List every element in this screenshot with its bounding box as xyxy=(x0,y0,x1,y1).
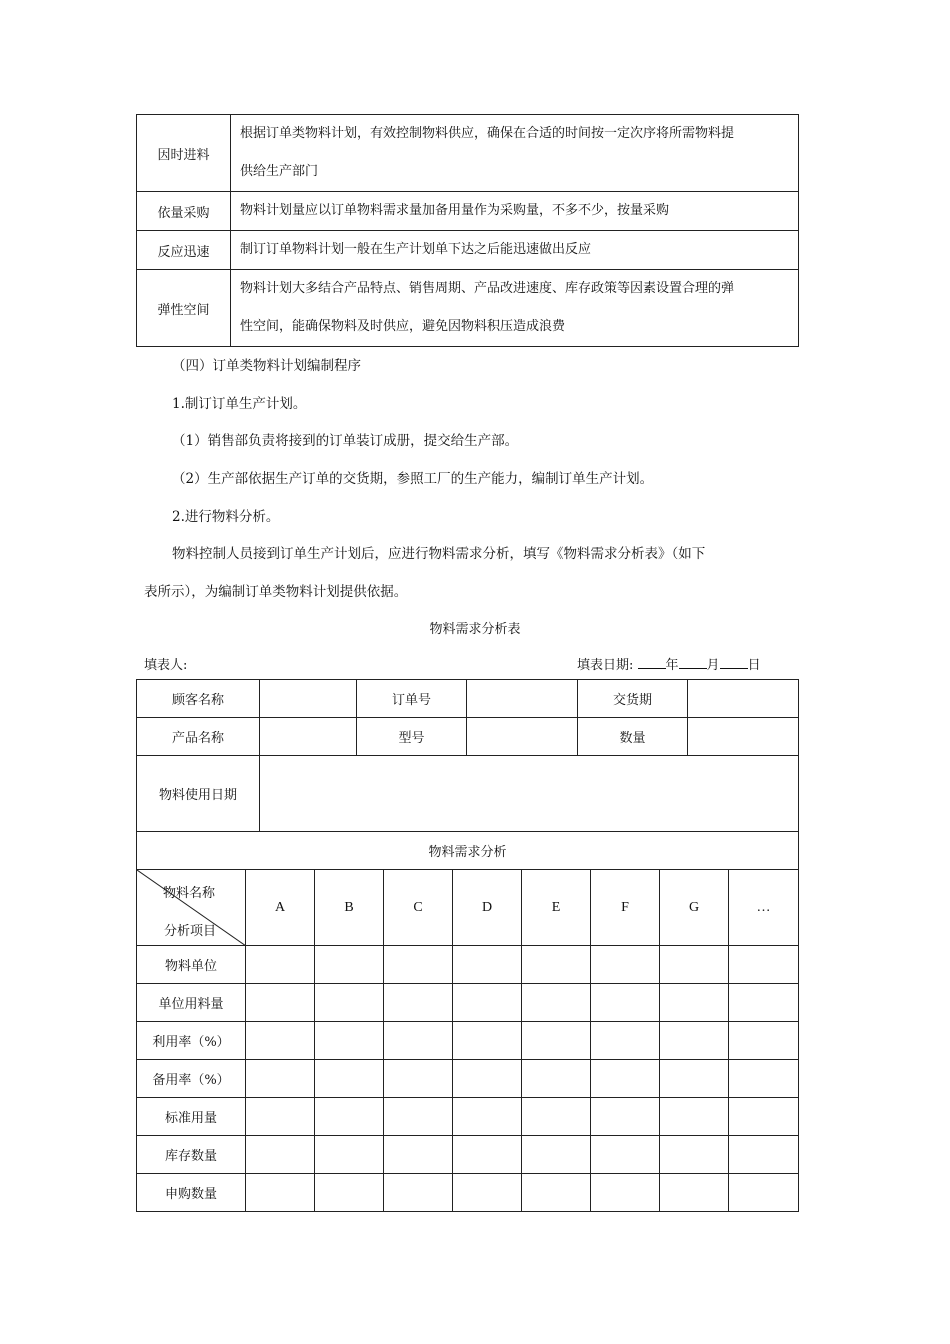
column-header: A xyxy=(246,870,315,946)
customer-name-cell[interactable] xyxy=(260,680,357,718)
diag-top-label: 物料名称 xyxy=(163,886,216,901)
analysis-cell[interactable] xyxy=(453,946,522,984)
analysis-cell[interactable] xyxy=(453,984,522,1022)
table-row xyxy=(137,718,799,756)
delivery-cell[interactable] xyxy=(688,680,799,718)
order-no-label: 订单号 xyxy=(357,680,467,718)
analysis-cell[interactable] xyxy=(453,1022,522,1060)
table-row xyxy=(137,192,799,231)
column-header: C xyxy=(384,870,453,946)
analysis-cell[interactable] xyxy=(384,946,453,984)
material-use-date-label: 物料使用日期 xyxy=(137,756,260,832)
analysis-cell[interactable] xyxy=(729,1098,799,1136)
row-label: 反应迅速 xyxy=(137,231,231,270)
analysis-cell[interactable] xyxy=(315,1022,384,1060)
table-row xyxy=(137,1060,799,1098)
product-name-cell[interactable] xyxy=(260,718,357,756)
month-blank[interactable] xyxy=(679,656,707,669)
table-row xyxy=(137,832,799,870)
text-line: 物料计划大多结合产品特点、销售周期、产品改进速度、库存政策等因素设置合理的弹 xyxy=(240,281,735,296)
analysis-cell[interactable] xyxy=(660,984,729,1022)
material-demand-header-table xyxy=(136,679,799,870)
analysis-row-label: 备用率（%） xyxy=(137,1060,246,1098)
analysis-row-label: 单位用料量 xyxy=(137,984,246,1022)
analysis-cell[interactable] xyxy=(660,1174,729,1212)
analysis-cell[interactable] xyxy=(591,1098,660,1136)
analysis-cell[interactable] xyxy=(522,1098,591,1136)
analysis-header: 物料需求分析 xyxy=(137,832,799,870)
analysis-cell[interactable] xyxy=(384,1098,453,1136)
quantity-label: 数量 xyxy=(578,718,688,756)
analysis-cell[interactable] xyxy=(453,1060,522,1098)
column-header: … xyxy=(729,870,799,946)
step-heading: 1.制订订单生产计划。 xyxy=(172,396,307,412)
filler-label: 填表人: xyxy=(144,658,188,673)
analysis-cell[interactable] xyxy=(384,1136,453,1174)
analysis-cell[interactable] xyxy=(315,1098,384,1136)
analysis-cell[interactable] xyxy=(591,984,660,1022)
text-line: 物料计划量应以订单物料需求量加备用量作为采购量，不多不少，按量采购 xyxy=(240,203,670,218)
analysis-cell[interactable] xyxy=(246,946,315,984)
analysis-cell[interactable] xyxy=(729,1022,799,1060)
year-blank[interactable] xyxy=(638,656,666,669)
analysis-cell[interactable] xyxy=(246,1022,315,1060)
analysis-cell[interactable] xyxy=(453,1174,522,1212)
product-name-label: 产品名称 xyxy=(137,718,260,756)
analysis-cell[interactable] xyxy=(591,1136,660,1174)
analysis-cell[interactable] xyxy=(315,1174,384,1212)
table-row xyxy=(137,1136,799,1174)
date-label: 填表日期: xyxy=(577,658,634,673)
order-no-cell[interactable] xyxy=(467,680,578,718)
analysis-row-label: 库存数量 xyxy=(137,1136,246,1174)
analysis-cell[interactable] xyxy=(729,1136,799,1174)
row-label: 弹性空间 xyxy=(137,270,231,347)
row-label: 因时进料 xyxy=(137,115,231,192)
analysis-cell[interactable] xyxy=(315,984,384,1022)
analysis-cell[interactable] xyxy=(246,984,315,1022)
analysis-cell[interactable] xyxy=(522,1136,591,1174)
model-label: 型号 xyxy=(357,718,467,756)
column-header: D xyxy=(453,870,522,946)
analysis-cell[interactable] xyxy=(660,1098,729,1136)
analysis-cell[interactable] xyxy=(729,984,799,1022)
text-line: 制订订单物料计划一般在生产计划单下达之后能迅速做出反应 xyxy=(240,242,592,257)
analysis-cell[interactable] xyxy=(660,1136,729,1174)
diagonal-header-cell xyxy=(137,870,246,946)
material-plan-principles-table xyxy=(136,114,799,347)
analysis-cell[interactable] xyxy=(315,1060,384,1098)
analysis-cell[interactable] xyxy=(246,1174,315,1212)
table-row xyxy=(137,1098,799,1136)
material-demand-analysis-table xyxy=(136,869,799,1212)
text-line: 根据订单类物料计划，有效控制物料供应，确保在合适的时间按一定次序将所需物料提 xyxy=(240,126,735,141)
analysis-row-label: 物料单位 xyxy=(137,946,246,984)
table-row xyxy=(137,680,799,718)
analysis-cell[interactable] xyxy=(246,1136,315,1174)
analysis-cell[interactable] xyxy=(591,1060,660,1098)
delivery-label: 交货期 xyxy=(578,680,688,718)
analysis-cell[interactable] xyxy=(522,1060,591,1098)
body-text-line: 表所示），为编制订单类物料计划提供依据。 xyxy=(144,584,408,600)
table-row xyxy=(137,231,799,270)
diag-bottom-label: 分析项目 xyxy=(164,924,217,939)
analysis-cell[interactable] xyxy=(384,1060,453,1098)
table-row xyxy=(137,1174,799,1212)
analysis-cell[interactable] xyxy=(522,1174,591,1212)
section-heading: （四）订单类物料计划编制程序 xyxy=(172,358,361,374)
analysis-cell[interactable] xyxy=(729,1174,799,1212)
table-row xyxy=(137,946,799,984)
analysis-cell[interactable] xyxy=(384,984,453,1022)
analysis-row-label: 申购数量 xyxy=(137,1174,246,1212)
table-row xyxy=(137,984,799,1022)
column-header-row xyxy=(137,870,799,946)
table-row xyxy=(137,115,799,192)
analysis-cell[interactable] xyxy=(453,1098,522,1136)
analysis-cell[interactable] xyxy=(522,984,591,1022)
day-blank[interactable] xyxy=(720,656,748,669)
analysis-cell[interactable] xyxy=(522,946,591,984)
analysis-cell[interactable] xyxy=(246,1060,315,1098)
day-label: 日 xyxy=(747,658,761,673)
row-text xyxy=(231,270,799,347)
analysis-cell[interactable] xyxy=(660,946,729,984)
fill-date xyxy=(577,654,761,673)
column-header: F xyxy=(591,870,660,946)
material-use-date-cell[interactable] xyxy=(260,756,799,832)
row-text xyxy=(231,192,799,231)
analysis-cell[interactable] xyxy=(729,1060,799,1098)
column-header: B xyxy=(315,870,384,946)
column-header: G xyxy=(660,870,729,946)
text-line: 性空间，能确保物料及时供应，避免因物料积压造成浪费 xyxy=(240,319,566,334)
analysis-cell[interactable] xyxy=(315,1136,384,1174)
step-heading: 2.进行物料分析。 xyxy=(172,509,280,525)
analysis-cell[interactable] xyxy=(246,1098,315,1136)
step-item: （1）销售部负责将接到的订单装订成册，提交给生产部。 xyxy=(172,433,519,449)
text-line: 供给生产部门 xyxy=(240,164,319,179)
analysis-cell[interactable] xyxy=(729,946,799,984)
step-item: （2）生产部依据生产订单的交货期，参照工厂的生产能力，编制订单生产计划。 xyxy=(172,471,654,487)
analysis-cell[interactable] xyxy=(591,946,660,984)
table-row xyxy=(137,1022,799,1060)
analysis-row-label: 标准用量 xyxy=(137,1098,246,1136)
analysis-cell[interactable] xyxy=(660,1060,729,1098)
analysis-cell[interactable] xyxy=(591,1022,660,1060)
column-header: E xyxy=(522,870,591,946)
year-label: 年 xyxy=(665,658,679,673)
month-label: 月 xyxy=(706,658,720,673)
row-text xyxy=(231,231,799,270)
table-row xyxy=(137,270,799,347)
analysis-cell[interactable] xyxy=(660,1022,729,1060)
customer-name-label: 顾客名称 xyxy=(137,680,260,718)
analysis-body xyxy=(137,946,799,1212)
analysis-cell[interactable] xyxy=(384,1174,453,1212)
model-cell[interactable] xyxy=(467,718,578,756)
analysis-cell[interactable] xyxy=(453,1136,522,1174)
quantity-cell[interactable] xyxy=(688,718,799,756)
table-row xyxy=(137,756,799,832)
analysis-cell[interactable] xyxy=(522,1022,591,1060)
row-text xyxy=(231,115,799,192)
analysis-row-label: 利用率（%） xyxy=(137,1022,246,1060)
row-label: 依量采购 xyxy=(137,192,231,231)
analysis-cell[interactable] xyxy=(384,1022,453,1060)
analysis-cell[interactable] xyxy=(591,1174,660,1212)
analysis-cell[interactable] xyxy=(315,946,384,984)
body-text-line: 物料控制人员接到订单生产计划后，应进行物料需求分析，填写《物料需求分析表》（如下 xyxy=(172,546,706,562)
form-title: 物料需求分析表 xyxy=(429,622,521,637)
